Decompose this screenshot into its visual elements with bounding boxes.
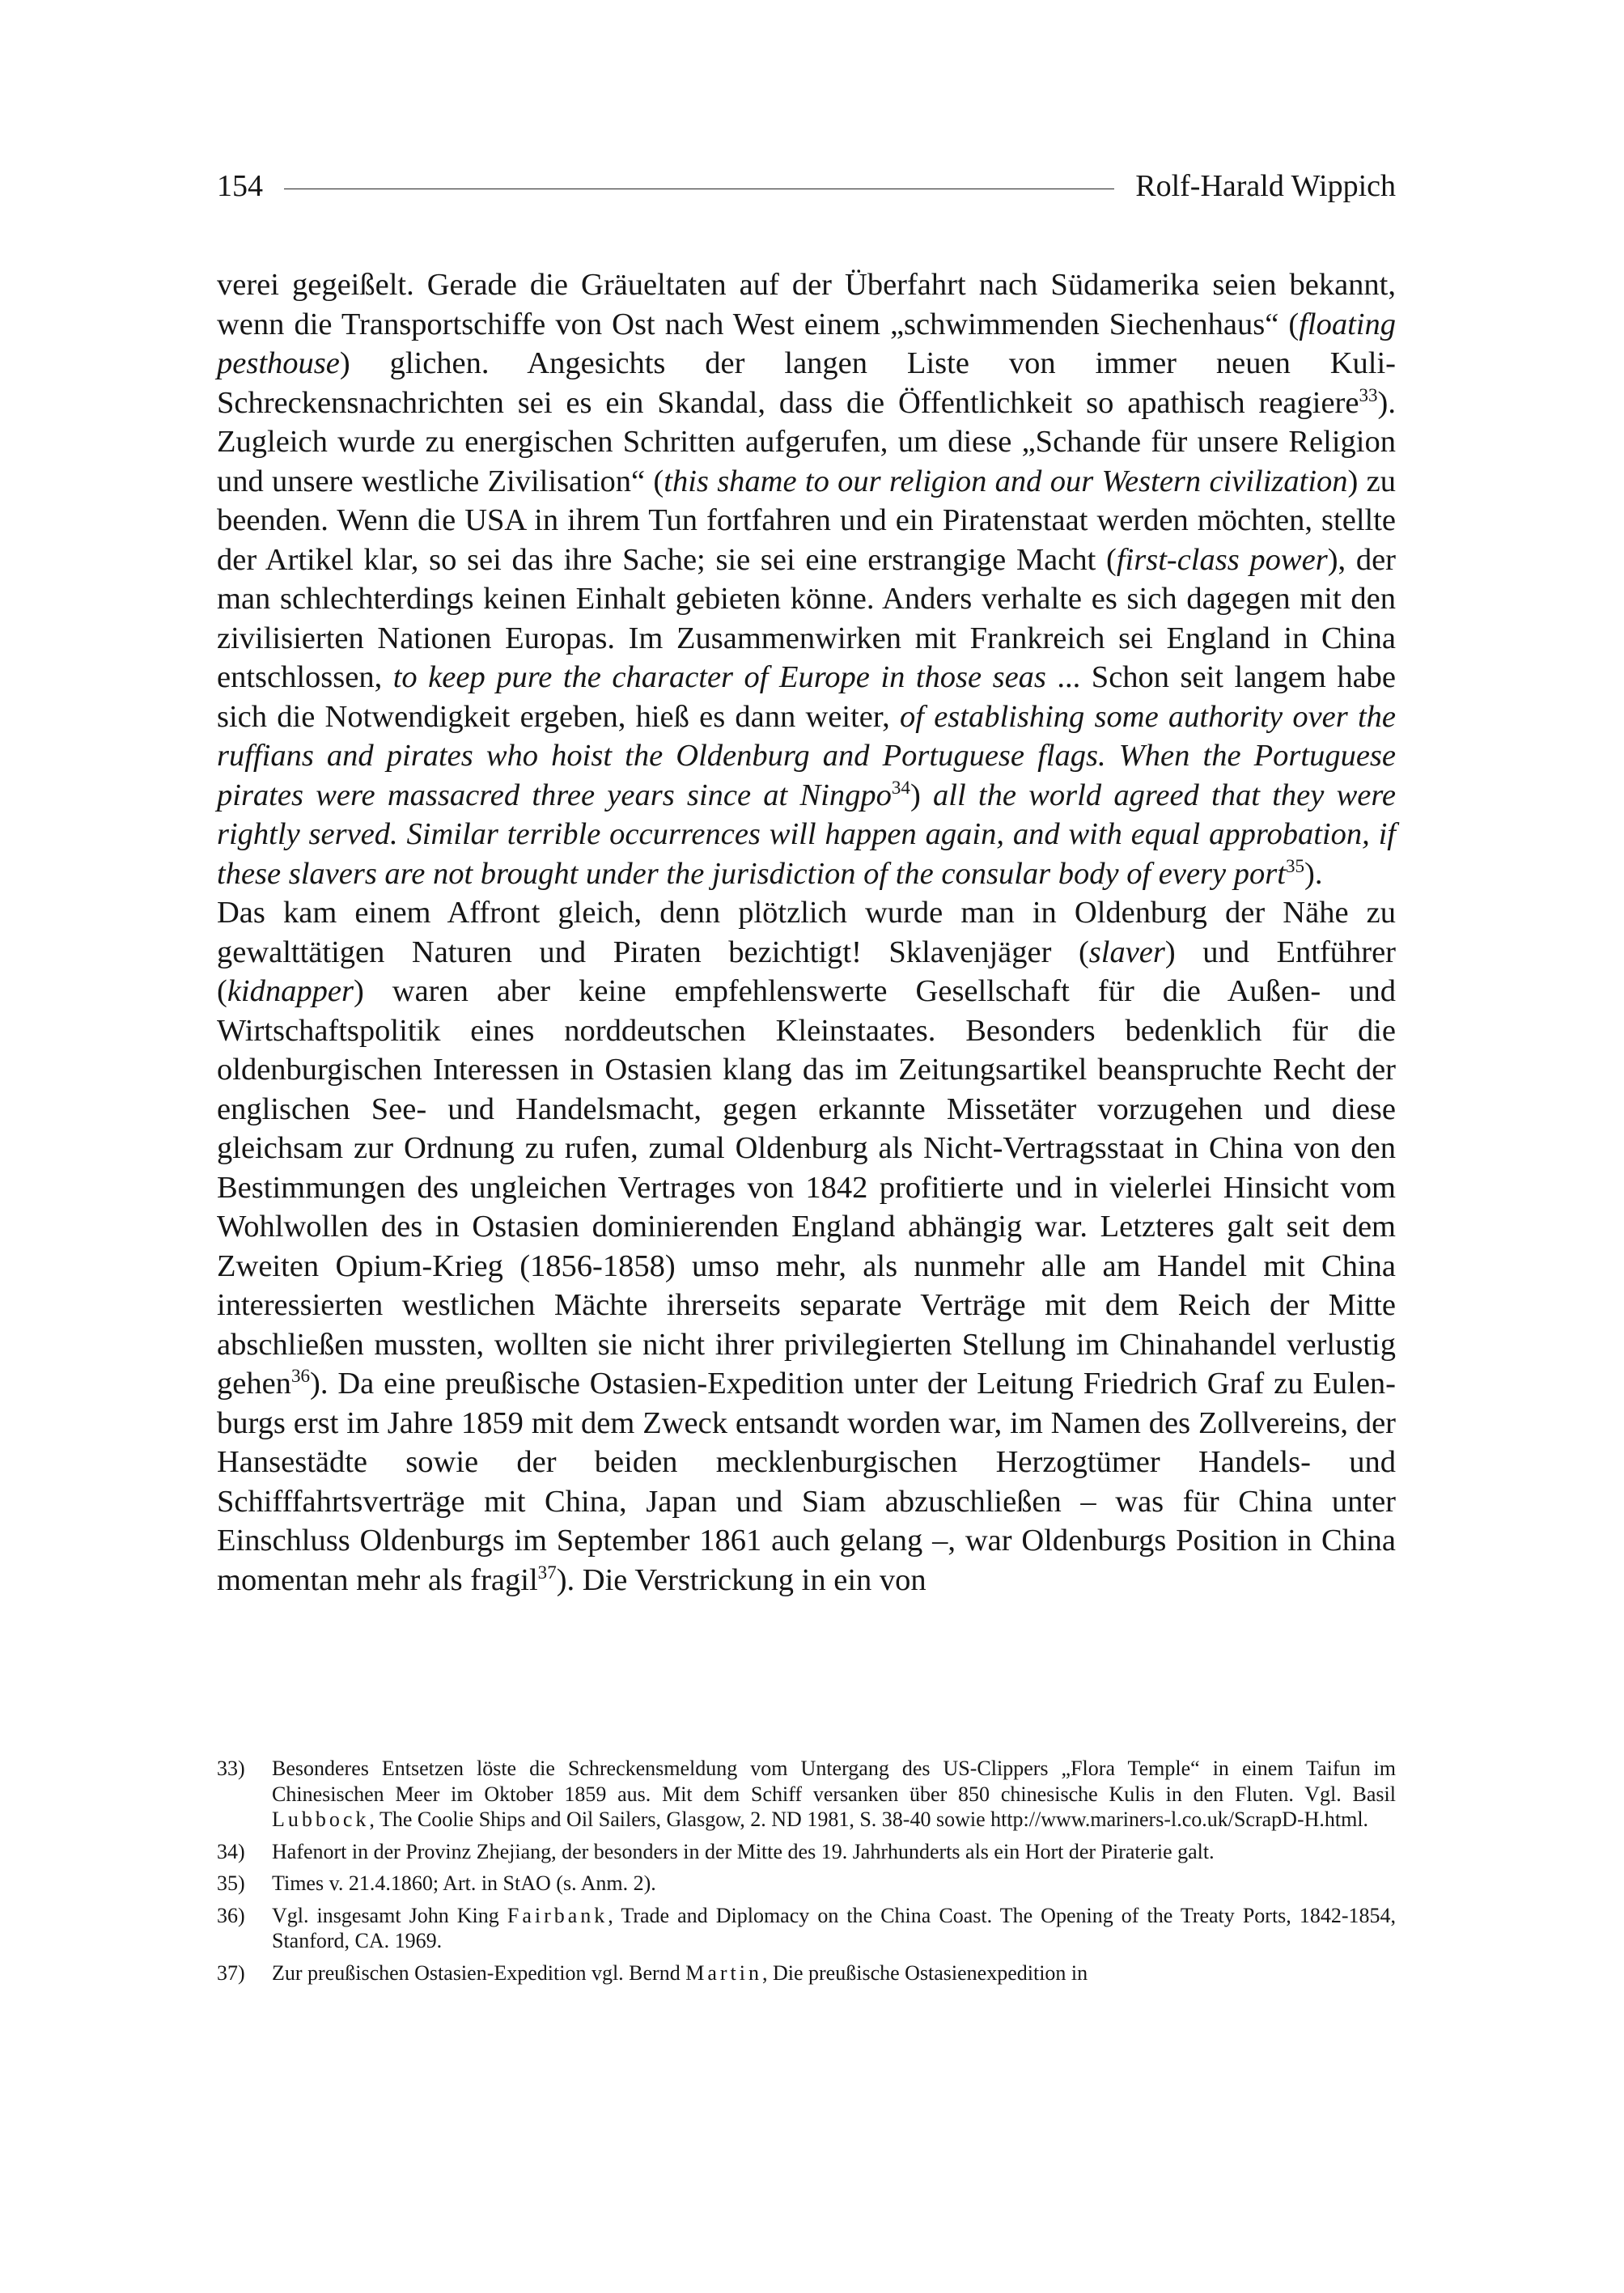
footnote-number: 33)	[217, 1757, 245, 1780]
text-run: ) und Entführer (	[217, 935, 1396, 1008]
footnote-text: Besonderes Entsetzen löste die Schreckensmeldung vom Untergang des US-Clippers „Flora Temple“ in einem Taifun im Chinesischen Meer im Oktober 1859 aus. Mit dem Schiff versanken über 850 chinesische Kulis in den Fluten. Vgl. Basil Lubbock, The Coolie Ships and Oil Sailers, Glasgow, 2. ND 1981, S. 38-40 sowie http://www.mariners-l.co.uk/ScrapD-H.html.	[272, 1757, 1396, 1831]
book-page	[217, 0, 1396, 2293]
footnote-ref[interactable]: 37	[537, 1561, 557, 1583]
text-run: ). Die Verstrickung in ein von	[556, 1562, 926, 1597]
footnote	[217, 1960, 1396, 1986]
english-quote: floating pesthouse	[217, 307, 1396, 380]
footnote	[217, 1839, 1396, 1865]
english-term: slaver	[1088, 935, 1165, 969]
text-run: ), der man schlechterdings keinen Einhalt gebieten könne. Anders verhalte es sich dagegen mit den zivilisierten Nationen Europas. Im Zusammenwirken mit Frankreich sei England in China entschlossen,	[217, 542, 1396, 694]
footnote-text: Times v. 21.4.1860; Art. in StAO (s. Anm. 2).	[272, 1871, 656, 1895]
text-run: ... Schon seit langem habe sich die Notwendigkeit ergeben, hieß es dann weiter,	[217, 660, 1397, 734]
main-text	[217, 265, 1396, 1600]
footnote-text: Hafenort in der Provinz Zhejiang, der besonders in der Mitte des 19. Jahrhunderts als ein Hort der Piraterie galt.	[272, 1839, 1215, 1863]
text-run: )	[910, 778, 934, 812]
footnote-text: Vgl. insgesamt John King Fairbank, Trade and Diplomacy on the China Coast. The Opening of the Treaty Ports, 1842-1854, Stanford, CA. 1969.	[272, 1903, 1397, 1952]
footnote	[217, 1871, 1396, 1897]
english-quote: this shame to our religion and our Western civilization	[664, 464, 1348, 498]
footnote-number: 36)	[217, 1903, 245, 1927]
text-run: ).	[1304, 856, 1323, 891]
text-run: ) zu beenden. Wenn die USA in ihrem Tun fortfahren und ein Piratenstaat werden möchten, stellte der Artikel klar, so sei das ihre Sache; sie sei eine erstrangige Macht (	[217, 464, 1397, 577]
footnote-ref[interactable]: 34	[891, 776, 910, 798]
english-term: kidnapper	[227, 974, 354, 1008]
english-quote: all the world agreed that they were rightly served. Similar terrible occurrences will happen again, and with equal approbation, if these slavers are not brought under the jurisdiction of the consular body of every port	[217, 778, 1396, 891]
running-head	[217, 162, 1396, 210]
footnote-ref[interactable]: 33	[1359, 384, 1378, 405]
text-run: verei gegeißelt. Gerade die Gräueltaten auf der Überfahrt nach Südamerika seien bekannt, wenn die Transportschiffe von Ost nach West einem „schwimmenden Siechenhaus“ (	[217, 268, 1396, 341]
author-name: Fairbank	[507, 1903, 608, 1927]
page-number: 154	[217, 169, 263, 203]
footnote	[217, 1903, 1396, 1954]
english-quote: to keep pure the character of Europe in those seas	[392, 660, 1046, 694]
footnotes	[217, 1756, 1396, 1992]
text-run: ) waren aber keine empfehlenswerte Gesellschaft für die Außen- und Wirtschaftspolitik eines norddeutschen Kleinstaates. Besonders bedenklich für die oldenburgischen Interessen in Ostasien klang das im Zeitungsartikel beanspruchte Recht der englischen See- und Handelsmacht, gegen erkannte Missetäter vorzugehen und diese gleichsam zur Ordnung zu rufen, zumal Oldenburg als Nicht-Vertragsstaat in China von den Bestimmungen des ungleichen Vertrages von 1842 profitierte und in vielerlei Hinsicht vom Wohlwollen des in Ostasien dominierenden England abhängig war. Letzteres galt seit dem Zweiten Opium-Krieg (1856-1858) umso mehr, als nunmehr alle am Handel mit China interessierten westlichen Mächte ihrerseits separate Verträge mit dem Reich der Mitte abschließen mussten, wollten sie nicht ihrer privilegierten Stellung im Chinahandel verlustig gehen	[217, 974, 1396, 1401]
footnote-number: 35)	[217, 1871, 245, 1895]
text-run: ). Da eine preußische Ostasien-Expedition unter der Leitung Friedrich Graf zu Eulenburgs erst im Jahre 1859 mit dem Zweck entsandt worden war, im Namen des Zollvereins, der Hansestädte sowie der beiden mecklenburgischen Herzogtümer Handels- und Schifffahrtsverträge mit China, Japan und Siam abzuschließen – was für China unter Einschluss Oldenburgs im September 1861 auch gelang –, war Oldenburgs Position in China momentan mehr als fragil	[217, 1367, 1396, 1597]
author-name: Martin	[685, 1960, 762, 1985]
text-run: ). Zugleich wurde zu energischen Schritten aufgerufen, um diese „Schande für unsere Religion und unsere westliche Zivilisation“ (	[217, 385, 1396, 498]
text-run: Das kam einem Affront gleich, denn plötzlich wurde man in Oldenburg der Nähe zu gewalttätigen Naturen und Piraten bezichtigt! Sklavenjäger (	[217, 896, 1396, 969]
footnote	[217, 1756, 1396, 1833]
text-run: ) glichen. Angesichts der langen Liste von immer neuen Kuli-Schreckensnachrichten sei es ein Skandal, dass die Öffentlichkeit so apathisch reagiere	[217, 346, 1396, 420]
running-head-author: Rolf-Harald Wippich	[1135, 169, 1396, 203]
author-name: Lubbock	[272, 1808, 370, 1831]
footnote-number: 34)	[217, 1839, 245, 1863]
paragraph	[217, 265, 1396, 893]
paragraph	[217, 893, 1396, 1600]
footnote-number: 37)	[217, 1960, 245, 1985]
footnote-ref[interactable]: 36	[290, 1365, 311, 1387]
english-quote: first-class power	[1116, 542, 1328, 577]
footnote-text: Zur preußischen Ostasien-Expedition vgl. Bernd Martin, Die preußische Ostasienexpedition in	[272, 1960, 1088, 1985]
english-quote: of establishing some authority over the ruffians and pirates who hoist the Oldenburg and Portuguese flags. When the Portuguese pirates were massacred three years since at Ningpo	[217, 699, 1396, 812]
footnote-ref[interactable]: 35	[1285, 854, 1305, 876]
